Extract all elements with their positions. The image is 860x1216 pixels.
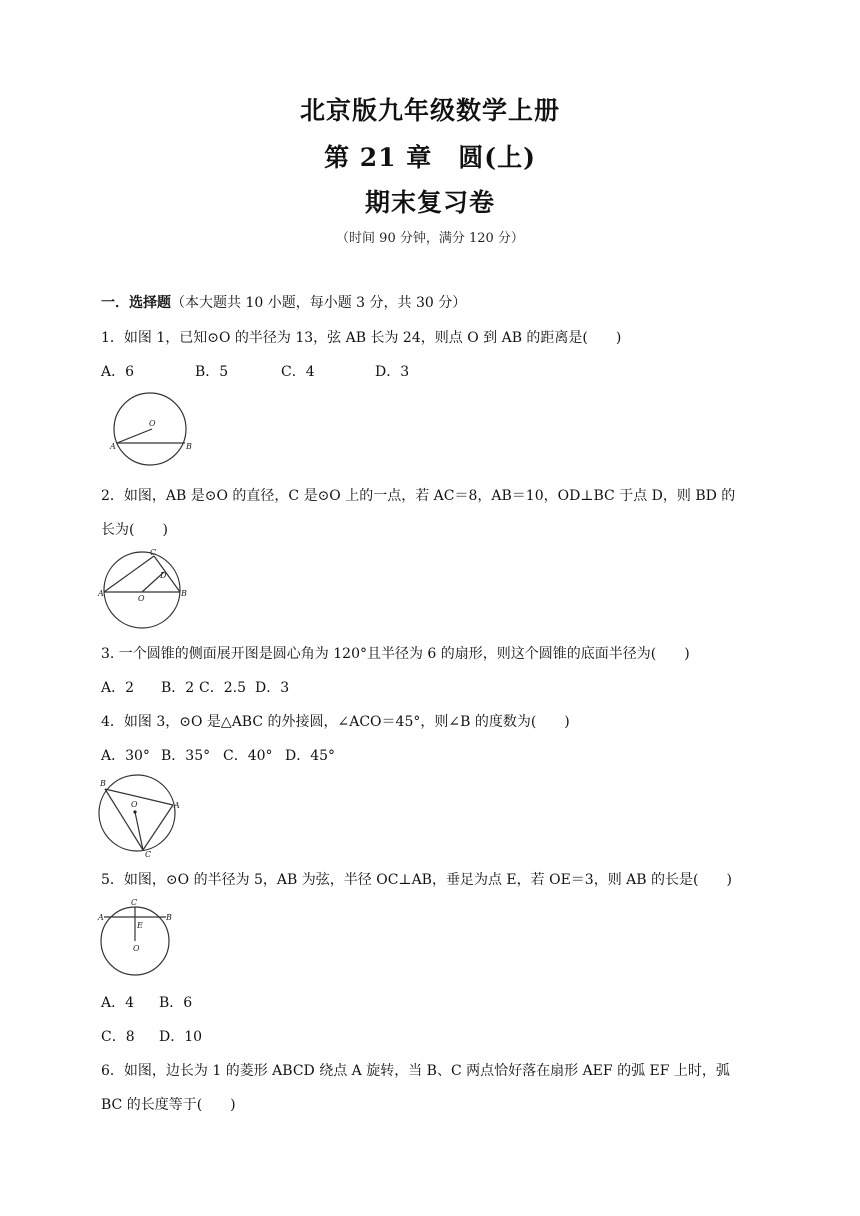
label-a: A [98, 913, 104, 922]
chapter-title: 第 21 章 圆(上) [324, 143, 536, 172]
question-4-options [101, 745, 335, 765]
option-d: D．3 [255, 680, 290, 696]
label-a: A [98, 589, 104, 598]
label-d: D [160, 571, 167, 580]
question-5-options-row1 [101, 992, 192, 1012]
option-a: A．30° [101, 748, 150, 764]
option-b: B．35° [161, 748, 211, 764]
option-b: B．6 [159, 995, 193, 1011]
label-c: C [131, 898, 138, 907]
label-e: E [137, 921, 143, 930]
question-2-stem-line1: 2．如图，AB 是⊙O 的直径，C 是⊙O 上的一点，若 AC＝8，AB＝10，OD⊥BC 于点 D，则 BD 的 [101, 488, 736, 504]
exam-info: （时间 90 分钟，满分 120 分） [336, 231, 524, 246]
exam-name: 期末复习卷 [364, 188, 495, 217]
question-5-options-row2 [101, 1026, 202, 1046]
section-name: 选择题 [129, 295, 171, 311]
label-b: B [100, 779, 106, 788]
question-1-options [101, 361, 409, 381]
figure-2 [98, 546, 190, 630]
question-4-stem: 4．如图 3，⊙O 是△ABC 的外接圆，∠ACO＝45°，则∠B 的度数为( ) [101, 714, 570, 730]
label-a: A [110, 442, 116, 451]
option-c: C．8 [101, 1029, 135, 1045]
label-c: C [150, 548, 157, 557]
question-3-options [101, 677, 289, 697]
section-note: （本大题共 10 小题，每小题 3 分，共 30 分） [171, 295, 467, 311]
section-header [101, 292, 466, 312]
exam-title: 北京版九年级数学上册 [299, 96, 560, 125]
figure-1 [105, 393, 195, 467]
label-b: B [181, 589, 187, 598]
label-o: O [138, 594, 145, 603]
option-c: C．2.5 [199, 680, 246, 696]
figure-5 [95, 895, 175, 979]
option-d: D．3 [375, 364, 410, 380]
label-b: B [166, 913, 172, 922]
question-1-stem: 1．如图 1，已知⊙O 的半径为 13，弦 AB 长为 24，则点 O 到 AB 的距离是( ) [101, 330, 622, 346]
label-o: O [149, 419, 156, 428]
label-a: A [174, 801, 180, 810]
option-a: A．4 [101, 995, 135, 1011]
option-c: C．40° [223, 748, 273, 764]
label-o: O [131, 800, 138, 809]
option-b: B．5 [195, 364, 229, 380]
option-a: A．6 [101, 364, 135, 380]
label-b: B [186, 442, 192, 451]
label-o: O [133, 944, 140, 953]
section-number: 一． [101, 295, 129, 311]
question-5-stem: 5．如图，⊙O 的半径为 5，AB 为弦，半径 OC⊥AB，垂足为点 E，若 OE＝3，则 AB 的长是( ) [101, 872, 732, 888]
question-3-stem: 3. 一个圆锥的侧面展开图是圆心角为 120°且半径为 6 的扇形，则这个圆锥的底面半径为( ) [101, 646, 690, 662]
question-2-stem-line2: 长为( ) [101, 522, 168, 538]
option-b: B．2 [161, 680, 195, 696]
label-c: C [145, 850, 152, 859]
option-a: A．2 [101, 680, 135, 696]
option-c: C．4 [281, 364, 315, 380]
question-6-stem-line2: BC 的长度等于( ) [101, 1097, 236, 1113]
option-d: D．10 [159, 1029, 203, 1045]
figure-3 [95, 775, 185, 859]
option-d: D．45° [285, 748, 336, 764]
question-6-stem-line1: 6．如图，边长为 1 的菱形 ABCD 绕点 A 旋转，当 B、C 两点恰好落在扇形 AEF 的弧 EF 上时，弧 [101, 1063, 730, 1079]
